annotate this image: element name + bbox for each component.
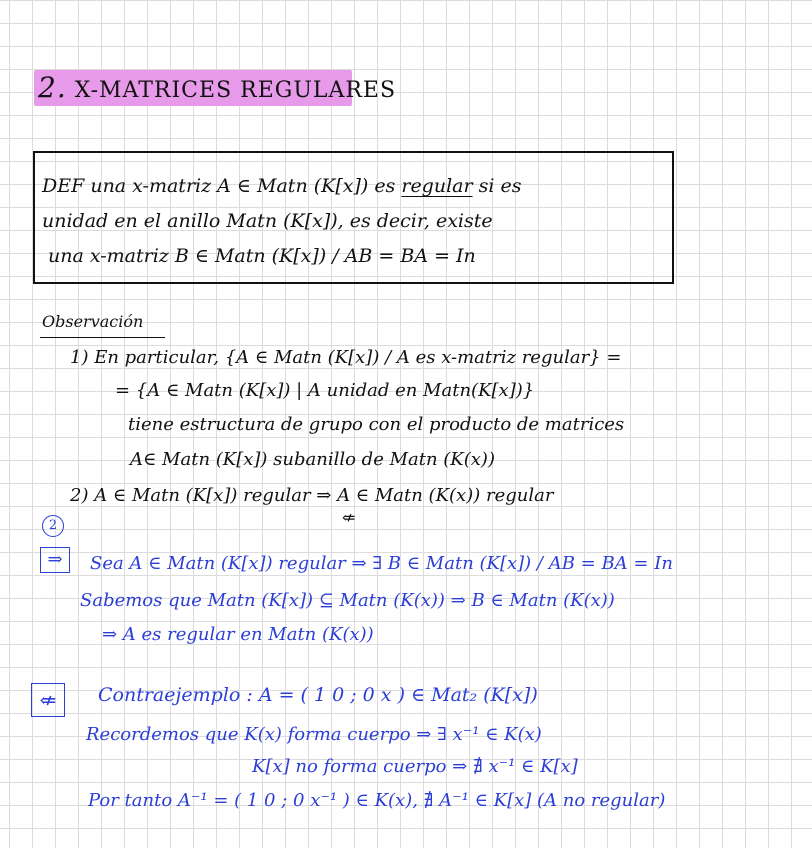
not-implies-box-icon: ⇍ — [31, 683, 65, 717]
proof-line-1: Sea A ∈ Matn (K[x]) regular ⇒ ∃ B ∈ Matn (K[x]) / AB = BA = In — [90, 553, 673, 574]
counterexample-line-4: Por tanto A⁻¹ = ( 1 0 ; 0 x⁻¹ ) ∈ K(x), ∄ A⁻¹ ∈ K[x] (A no regular) — [88, 790, 666, 811]
circled-number-2: 2 — [42, 515, 64, 537]
section-title-text: X-MATRICES REGULARES — [74, 78, 397, 103]
section-title — [34, 70, 397, 106]
observation-line-2: = {A ∈ Matn (K[x]) | A unidad en Matn(K[x])} — [115, 380, 535, 401]
definition-keyword-regular: regular — [401, 175, 473, 197]
definition-line-1-end: si es — [478, 175, 522, 197]
not-implies-symbol: ⇍ — [342, 508, 356, 527]
observation-heading: Observación — [42, 312, 144, 331]
section-number: 2. — [38, 71, 67, 104]
proof-line-2: Sabemos que Matn (K[x]) ⊆ Matn (K(x)) ⇒ B ∈ Matn (K(x)) — [80, 590, 615, 611]
definition-line-3: una x-matriz B ∈ Matn (K[x]) / AB = BA = In — [48, 245, 476, 267]
proof-line-3: ⇒ A es regular en Matn (K(x)) — [102, 624, 374, 645]
implies-box-icon: ⇒ — [40, 547, 70, 573]
counterexample-line-2: Recordemos que K(x) forma cuerpo ⇒ ∃ x⁻¹ ∈ K(x) — [86, 724, 542, 745]
observation-line-3: tiene estructura de grupo con el producto de matrices — [128, 414, 625, 435]
definition-line-1-text: DEF una x-matriz A ∈ Matn (K[x]) es — [42, 175, 396, 197]
counterexample-line-1: Contraejemplo : A = ( 1 0 ; 0 x ) ∈ Mat₂ (K[x]) — [98, 684, 538, 706]
definition-line-2: unidad en el anillo Matn (K[x]), es decir, existe — [42, 210, 493, 232]
observation-line-1: 1) En particular, {A ∈ Matn (K[x]) / A es x-matriz regular} = — [70, 347, 622, 368]
observation-underline — [40, 337, 165, 338]
counterexample-line-3: K[x] no forma cuerpo ⇒ ∄ x⁻¹ ∈ K[x] — [252, 756, 578, 777]
observation-line-5: 2) A ∈ Matn (K[x]) regular ⇒ A ∈ Matn (K(x)) regular — [70, 485, 554, 506]
observation-line-4: A∈ Matn (K[x]) subanillo de Matn (K(x)) — [130, 449, 495, 470]
definition-line-1 — [42, 175, 522, 197]
